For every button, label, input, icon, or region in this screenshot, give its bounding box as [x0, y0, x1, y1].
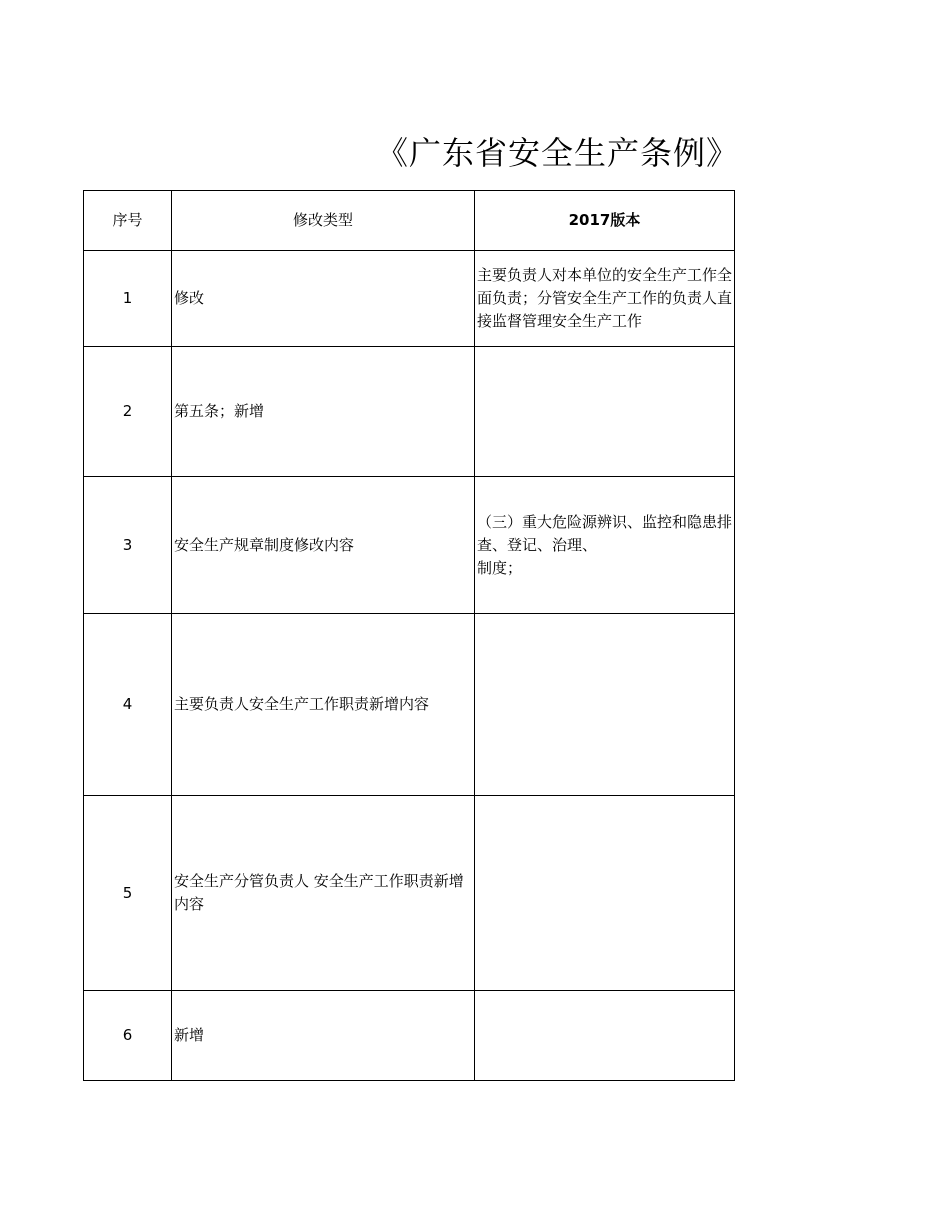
row-change-type: 修改: [172, 251, 475, 347]
table-row: [84, 991, 735, 1081]
row-index: 1: [84, 251, 172, 347]
table-row: [84, 251, 735, 347]
table-row: [84, 614, 735, 796]
row-index: 6: [84, 991, 172, 1081]
row-version-2017: 主要负责人对本单位的安全生产工作全面负责；分管安全生产工作的负责人直接监督管理安全生产工作: [475, 251, 735, 347]
header-version-2017: 2017版本: [475, 191, 735, 251]
row-change-type: 主要负责人安全生产工作职责新增内容: [172, 614, 475, 796]
table-row: [84, 796, 735, 991]
header-index: 序号: [84, 191, 172, 251]
header-change-type: 修改类型: [172, 191, 475, 251]
table-header-row: [84, 191, 735, 251]
comparison-table: [83, 190, 735, 1081]
row-change-type: 安全生产分管负责人 安全生产工作职责新增内容: [172, 796, 475, 991]
row-version-2017: [475, 614, 735, 796]
row-change-type: 安全生产规章制度修改内容: [172, 477, 475, 614]
row-change-type: 新增: [172, 991, 475, 1081]
row-index: 3: [84, 477, 172, 614]
row-index: 2: [84, 347, 172, 477]
row-index: 4: [84, 614, 172, 796]
row-version-2017: [475, 796, 735, 991]
table-row: [84, 477, 735, 614]
table-row: [84, 347, 735, 477]
row-version-2017: [475, 991, 735, 1081]
row-version-2017: [475, 347, 735, 477]
row-change-type: 第五条；新增: [172, 347, 475, 477]
page-title: 《广东省安全生产条例》: [376, 134, 740, 172]
row-index: 5: [84, 796, 172, 991]
row-version-2017: （三）重大危险源辨识、监控和隐患排查、登记、治理、 制度；: [475, 477, 735, 614]
